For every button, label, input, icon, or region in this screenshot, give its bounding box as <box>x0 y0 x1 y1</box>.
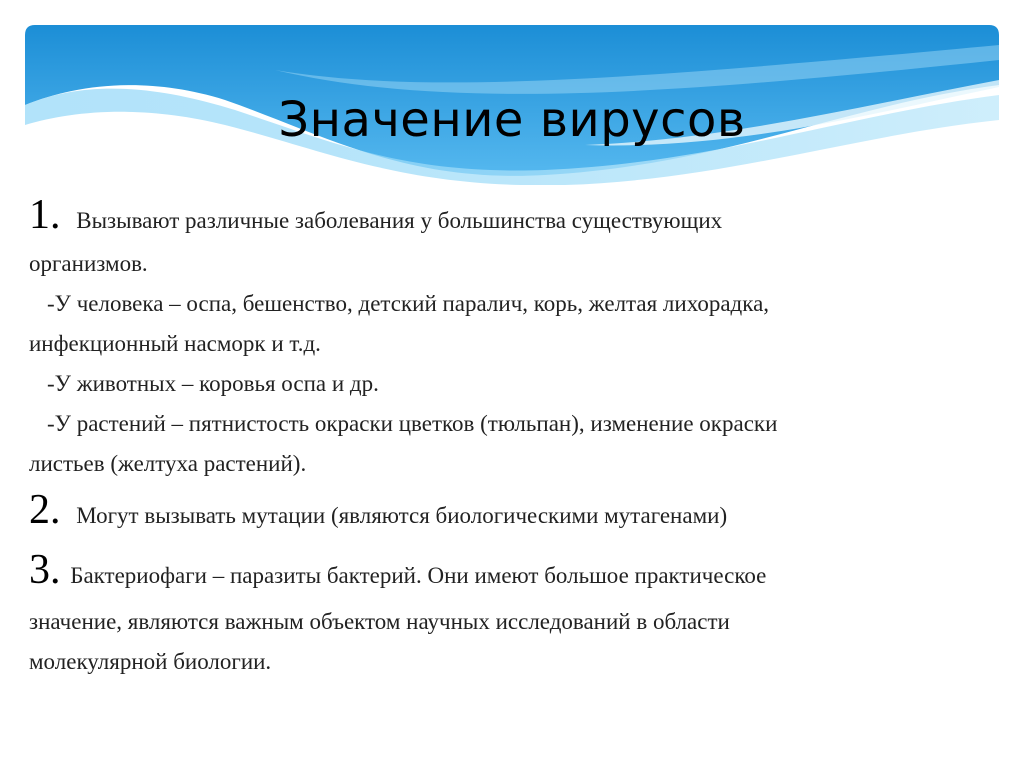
item-number: 3. <box>29 547 61 593</box>
item-number: 2. <box>29 487 61 533</box>
list-item-3 <box>29 547 989 682</box>
item-number: 1. <box>29 192 61 238</box>
slide-body <box>29 192 989 682</box>
sub-item-text: -У животных – коровья оспа и др. <box>47 371 379 396</box>
item-text: Могут вызывать мутации (являются биологическими мутагенами) <box>76 503 728 528</box>
list-item-1 <box>29 192 989 484</box>
item-text: организмов. <box>29 251 148 276</box>
item-text: молекулярной биологии. <box>29 649 272 674</box>
item-text: Бактериофаги – паразиты бактерий. Они имеют большое практическое <box>70 563 767 588</box>
sub-item-text: -У растений – пятнистость окраски цветков (тюльпан), изменение окраски <box>47 411 778 436</box>
slide-title: Значение вирусов <box>278 92 746 148</box>
sub-item-text: -У человека – оспа, бешенство, детский паралич, корь, желтая лихорадка, <box>47 291 770 316</box>
item-text: значение, являются важным объектом научных исследований в области <box>29 609 730 634</box>
sub-item-text: инфекционный насморк и т.д. <box>29 331 321 356</box>
item-text: Вызывают различные заболевания у большинства существующих <box>76 208 723 233</box>
list-item-2 <box>29 487 989 542</box>
sub-item-text: листьев (желтуха растений). <box>29 451 307 476</box>
